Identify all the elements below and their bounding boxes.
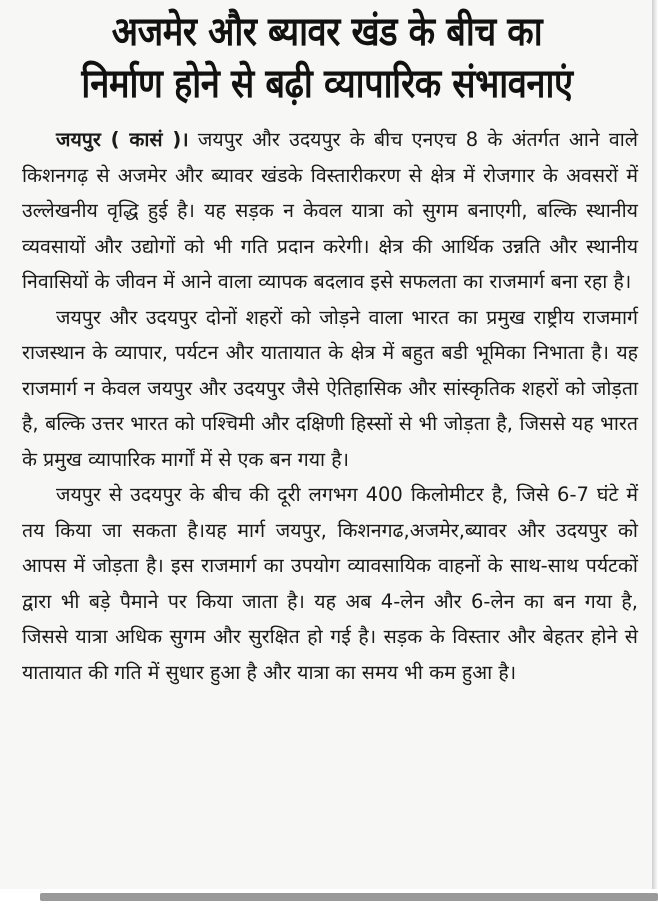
paragraph-1 bbox=[22, 122, 638, 300]
headline-line-1: अजमेर और ब्यावर खंड के बीच का bbox=[111, 9, 543, 55]
scroll-bar[interactable] bbox=[40, 893, 658, 901]
headline-line-2: निर्माण होने से बढ़ी व्यापारिक संभावनाएं bbox=[81, 61, 573, 107]
paragraph-2: जयपुर और उदयपुर दोनों शहरों को जोड़ने वाला भारत का प्रमुख राष्ट्रीय राजमार्ग राजस्थान के व्यापार, पर्यटन और यातायात के क्षेत्र में बहुत बडी भूमिका निभाता है। यह राजमार्ग न केवल जयपुर और उदयपुर जैसे ऐतिहासिक और सांस्कृतिक शहरों को जोड़ता है, बल्कि उत्तर भारत को पश्चिमी और दक्षिणी हिस्सों से भी जोड़ता है, जिससे यह भारत के प्रमुख व्यापारिक मार्गों में से एक बन गया है। bbox=[22, 305, 638, 471]
dateline: जयपुर ( कासं )। bbox=[56, 128, 189, 151]
paragraph-3: जयपुर से उदयपुर के बीच की दूरी लगभग 400 किलोमीटर है, जिसे 6-7 घंटे में तय किया जा सकता है।यह मार्ग जयपुर, किशनगढ,अजमेर,ब्यावर और उदयपुर को आपस में जोड़ता है। इस राजमार्ग का उपयोग व्यावसायिक वाहनों के साथ-साथ पर्यटकों द्वारा भी बड़े पैमाने पर किया जाता है। यह अब 4-लेन और 6-लेन का बन गया है, जिससे यात्रा अधिक सुगम और सुरक्षित हो गई है। सड़क के विस्तार और बेहतर होने से यातायात की गति में सुधार हुआ है और यात्रा का समय भी कम हुआ है। bbox=[22, 483, 638, 684]
article-body bbox=[22, 122, 638, 690]
headline bbox=[56, 6, 598, 110]
page-edge-shadow bbox=[652, 0, 658, 889]
paragraph-1-text: जयपुर और उदयपुर के बीच एनएच 8 के अंतर्गत आने वाले किशनगढ़ से अजमेर और ब्यावर खंडके विस्तारीकरण से क्षेत्र में रोजगार के अवसरों में उल्लेखनीय वृद्धि हुई है। यह सड़क न केवल यात्रा को सुगम बनाएगी, बल्कि स्थानीय व्यवसायों और उद्योगों को भी गति प्रदान करेगी। क्षेत्र की आर्थिक उन्नति और स्थानीय निवासियों के जीवन में आने वाला व्यापक बदलाव इसे सफलता का राजमार्ग बना रहा है। bbox=[22, 128, 638, 293]
